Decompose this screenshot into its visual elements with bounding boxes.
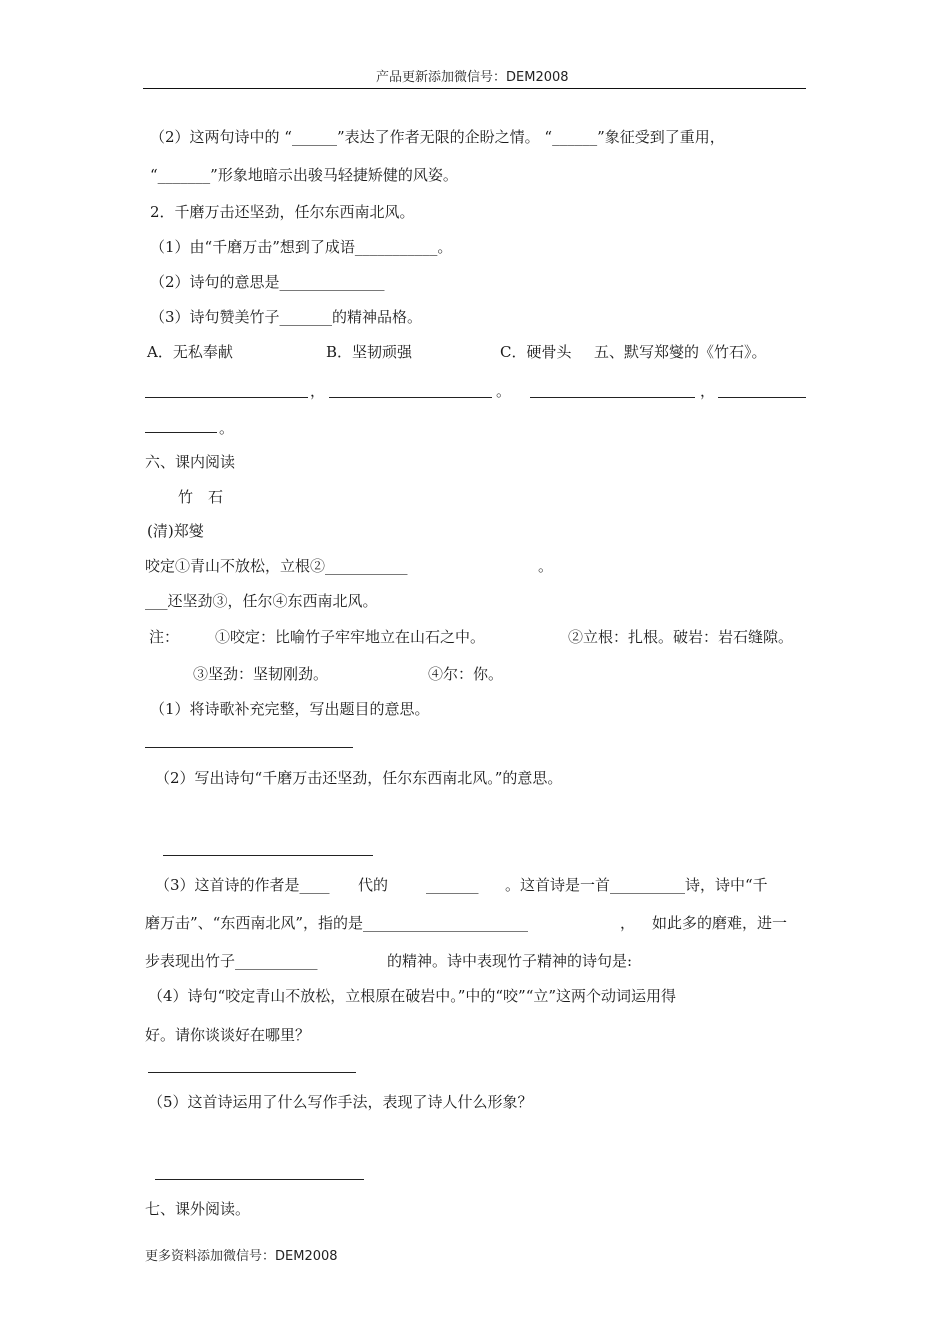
note-2: ②立根：扎根。破岩：岩石缝隙。: [568, 628, 794, 646]
question-2-text: （2）这两句诗中的 “______”表达了作者无限的企盼之情。 “______”象征受到了重用，: [150, 128, 725, 146]
question-2-text-cont: “_______”形象地暗示出骏马轻捷矫健的风姿。: [150, 166, 458, 184]
subquestion-2: （2）诗句的意思是______________: [150, 273, 385, 291]
option-b: B．坚韧顽强: [326, 343, 413, 361]
subquestion-1: （1）由“千磨万击”想到了成语___________。: [150, 238, 453, 256]
question-3-part-d: 。这首诗是一首__________诗，诗中“千: [505, 876, 768, 894]
note-4: ④尔：你。: [428, 665, 504, 683]
question-3-part-f: ，: [620, 914, 636, 932]
subquestion-3: （3）诗句赞美竹子_______的精神品格。: [150, 308, 423, 326]
poem-line-1-end: 。: [538, 557, 554, 575]
page-footer: 更多资料添加微信号：DEM2008: [145, 1249, 338, 1264]
poem-title: 竹 石: [178, 488, 224, 506]
answer-line: [530, 397, 695, 398]
option-a: A．无私奉献: [147, 343, 233, 361]
question-3-part-i: 的精神。诗中表现竹子精神的诗句是:: [387, 952, 633, 970]
poem-author: (清)郑燮: [147, 522, 204, 540]
question-4-cont: 好。请你谈谈好在哪里？: [145, 1026, 311, 1044]
section-6-heading: 六、课内阅读: [145, 453, 236, 471]
section-5-heading: 五、默写郑燮的《竹石》。: [594, 343, 767, 361]
option-c: C．硬骨头: [500, 343, 572, 361]
answer-line: [145, 432, 217, 433]
poem-line-2: ___还坚劲③，任尔④东西南北风。: [145, 592, 378, 610]
question-3-part-a: （3）这首诗的作者是____: [155, 876, 330, 894]
question-2: （2）写出诗句“千磨万击还坚劲，任尔东西南北风。”的意思。: [155, 769, 563, 787]
punctuation: 。: [219, 419, 235, 437]
question-heading: 2．千磨万击还坚劲，任尔东西南北风。: [150, 203, 415, 221]
question-3-part-h: 步表现出竹子___________: [145, 952, 318, 970]
header-rule: [143, 88, 806, 89]
section-7-heading: 七、课外阅读。: [145, 1200, 251, 1218]
answer-line: [718, 397, 806, 398]
answer-line: [145, 747, 353, 748]
question-5: （5）这首诗运用了什么写作手法，表现了诗人什么形象？: [148, 1093, 533, 1111]
answer-line: [148, 1072, 356, 1073]
question-3-part-g: 如此多的磨难，进一: [652, 914, 788, 932]
question-3-part-c: _______: [426, 876, 479, 894]
question-3-part-b: 代的: [358, 876, 389, 894]
question-1: （1）将诗歌补充完整，写出题目的意思。: [150, 700, 430, 718]
note-1: ①咬定：比喻竹子牢牢地立在山石之中。: [215, 628, 486, 646]
note-3: ③坚劲：坚韧刚劲。: [193, 665, 329, 683]
answer-line: [163, 855, 373, 856]
poem-line-1: 咬定①青山不放松，立根②___________: [145, 557, 408, 575]
question-3-part-e: 磨万击”、“东西南北风”，指的是______________________: [145, 914, 529, 932]
punctuation: ，: [700, 382, 716, 400]
punctuation: ，: [310, 382, 326, 400]
punctuation: 。: [496, 382, 512, 400]
answer-line: [145, 397, 308, 398]
question-4: （4）诗句“咬定青山不放松，立根原在破岩中。”中的“咬”“立”这两个动词运用得: [148, 987, 677, 1005]
note-label: 注：: [149, 628, 180, 646]
page-header: 产品更新添加微信号：DEM2008: [376, 70, 569, 85]
answer-line: [155, 1179, 364, 1180]
answer-line: [329, 397, 492, 398]
